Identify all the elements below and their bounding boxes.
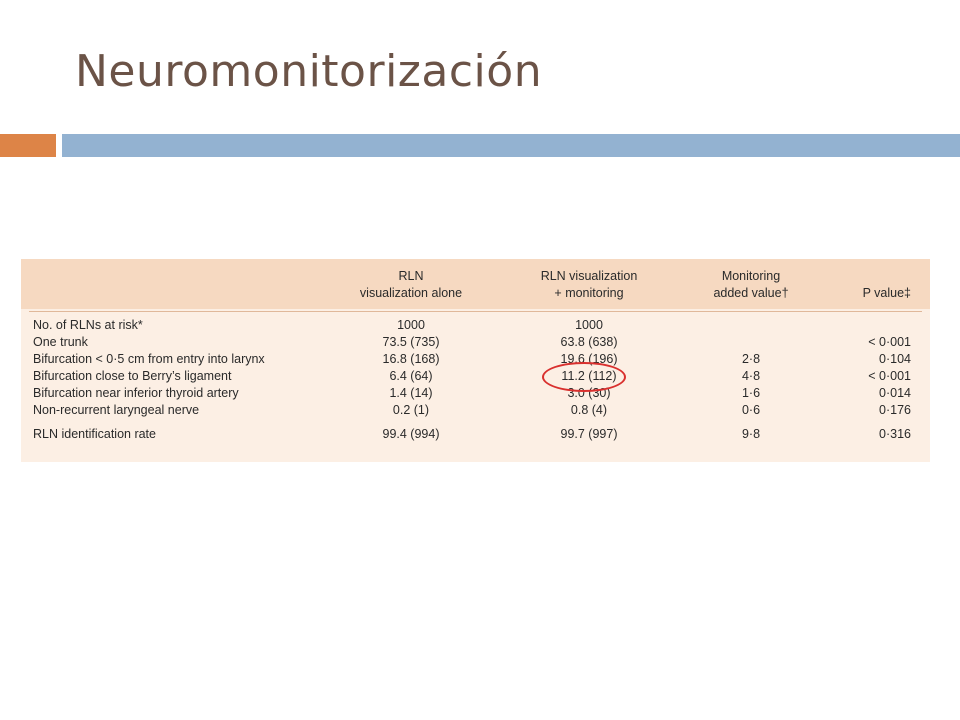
row-label: Non-recurrent laryngeal nerve bbox=[33, 403, 200, 417]
cell-a: 0.2 (1) bbox=[392, 403, 430, 417]
cell-d: 0·014 bbox=[879, 386, 911, 400]
row-label: Bifurcation close to Berry’s ligament bbox=[33, 369, 232, 383]
highlight-circle bbox=[542, 362, 626, 392]
row-label: One trunk bbox=[33, 335, 88, 349]
cell-d: 0·316 bbox=[879, 427, 911, 441]
table-row bbox=[21, 402, 930, 419]
table-row bbox=[21, 368, 930, 385]
header-col-a bbox=[351, 268, 471, 302]
cell-d: < 0·001 bbox=[868, 369, 911, 383]
cell-c: 0·6 bbox=[741, 403, 761, 417]
cell-a: 1000 bbox=[397, 318, 425, 332]
accent-bar-blue bbox=[62, 134, 960, 157]
header-col-c-line1: Monitoring bbox=[721, 269, 781, 283]
header-col-b-line2: + monitoring bbox=[554, 286, 624, 300]
cell-c: 1·6 bbox=[741, 386, 761, 400]
cell-b: 1000 bbox=[575, 318, 603, 332]
cell-a: 1.4 (14) bbox=[389, 386, 433, 400]
table-header bbox=[21, 259, 930, 309]
cell-b: 19.6 (196) bbox=[560, 352, 618, 366]
cell-a: 6.4 (64) bbox=[389, 369, 433, 383]
cell-b: 0.8 (4) bbox=[570, 403, 608, 417]
cell-b: 11.2 (112) bbox=[561, 369, 617, 383]
table-row bbox=[21, 385, 930, 402]
row-label: No. of RLNs at risk* bbox=[33, 318, 143, 332]
table-row bbox=[21, 351, 930, 368]
row-label: Bifurcation near inferior thyroid artery bbox=[33, 386, 239, 400]
header-col-a-line1: RLN bbox=[398, 269, 424, 283]
header-col-b-line1: RLN visualization bbox=[540, 269, 638, 283]
cell-c: 4·8 bbox=[741, 369, 761, 383]
accent-bar-orange bbox=[0, 134, 56, 157]
cell-d: 0·104 bbox=[879, 352, 911, 366]
cell-a: 73.5 (735) bbox=[382, 335, 440, 349]
cell-d: 0·176 bbox=[879, 403, 911, 417]
cell-a: 99.4 (994) bbox=[382, 427, 440, 441]
cell-c: 9·8 bbox=[741, 427, 761, 441]
header-col-c-line2: added value† bbox=[713, 286, 789, 300]
row-label: RLN identification rate bbox=[33, 427, 156, 441]
slide-title: Neuromonitorización bbox=[75, 46, 543, 97]
table-row bbox=[21, 426, 930, 443]
row-label: Bifurcation < 0·5 cm from entry into larynx bbox=[33, 352, 265, 366]
header-col-a-line2: visualization alone bbox=[359, 286, 463, 300]
header-col-d: P value‡ bbox=[862, 286, 911, 300]
header-rule bbox=[29, 311, 922, 312]
header-col-c bbox=[691, 268, 811, 302]
cell-b: 99.7 (997) bbox=[560, 427, 618, 441]
table-row bbox=[21, 317, 930, 334]
data-table bbox=[21, 259, 930, 462]
cell-b: 3.0 (30) bbox=[567, 386, 611, 400]
header-col-b bbox=[529, 268, 649, 302]
cell-b: 63.8 (638) bbox=[560, 335, 618, 349]
cell-a: 16.8 (168) bbox=[382, 352, 440, 366]
cell-d: < 0·001 bbox=[868, 335, 911, 349]
table-row bbox=[21, 334, 930, 351]
cell-c: 2·8 bbox=[741, 352, 761, 366]
